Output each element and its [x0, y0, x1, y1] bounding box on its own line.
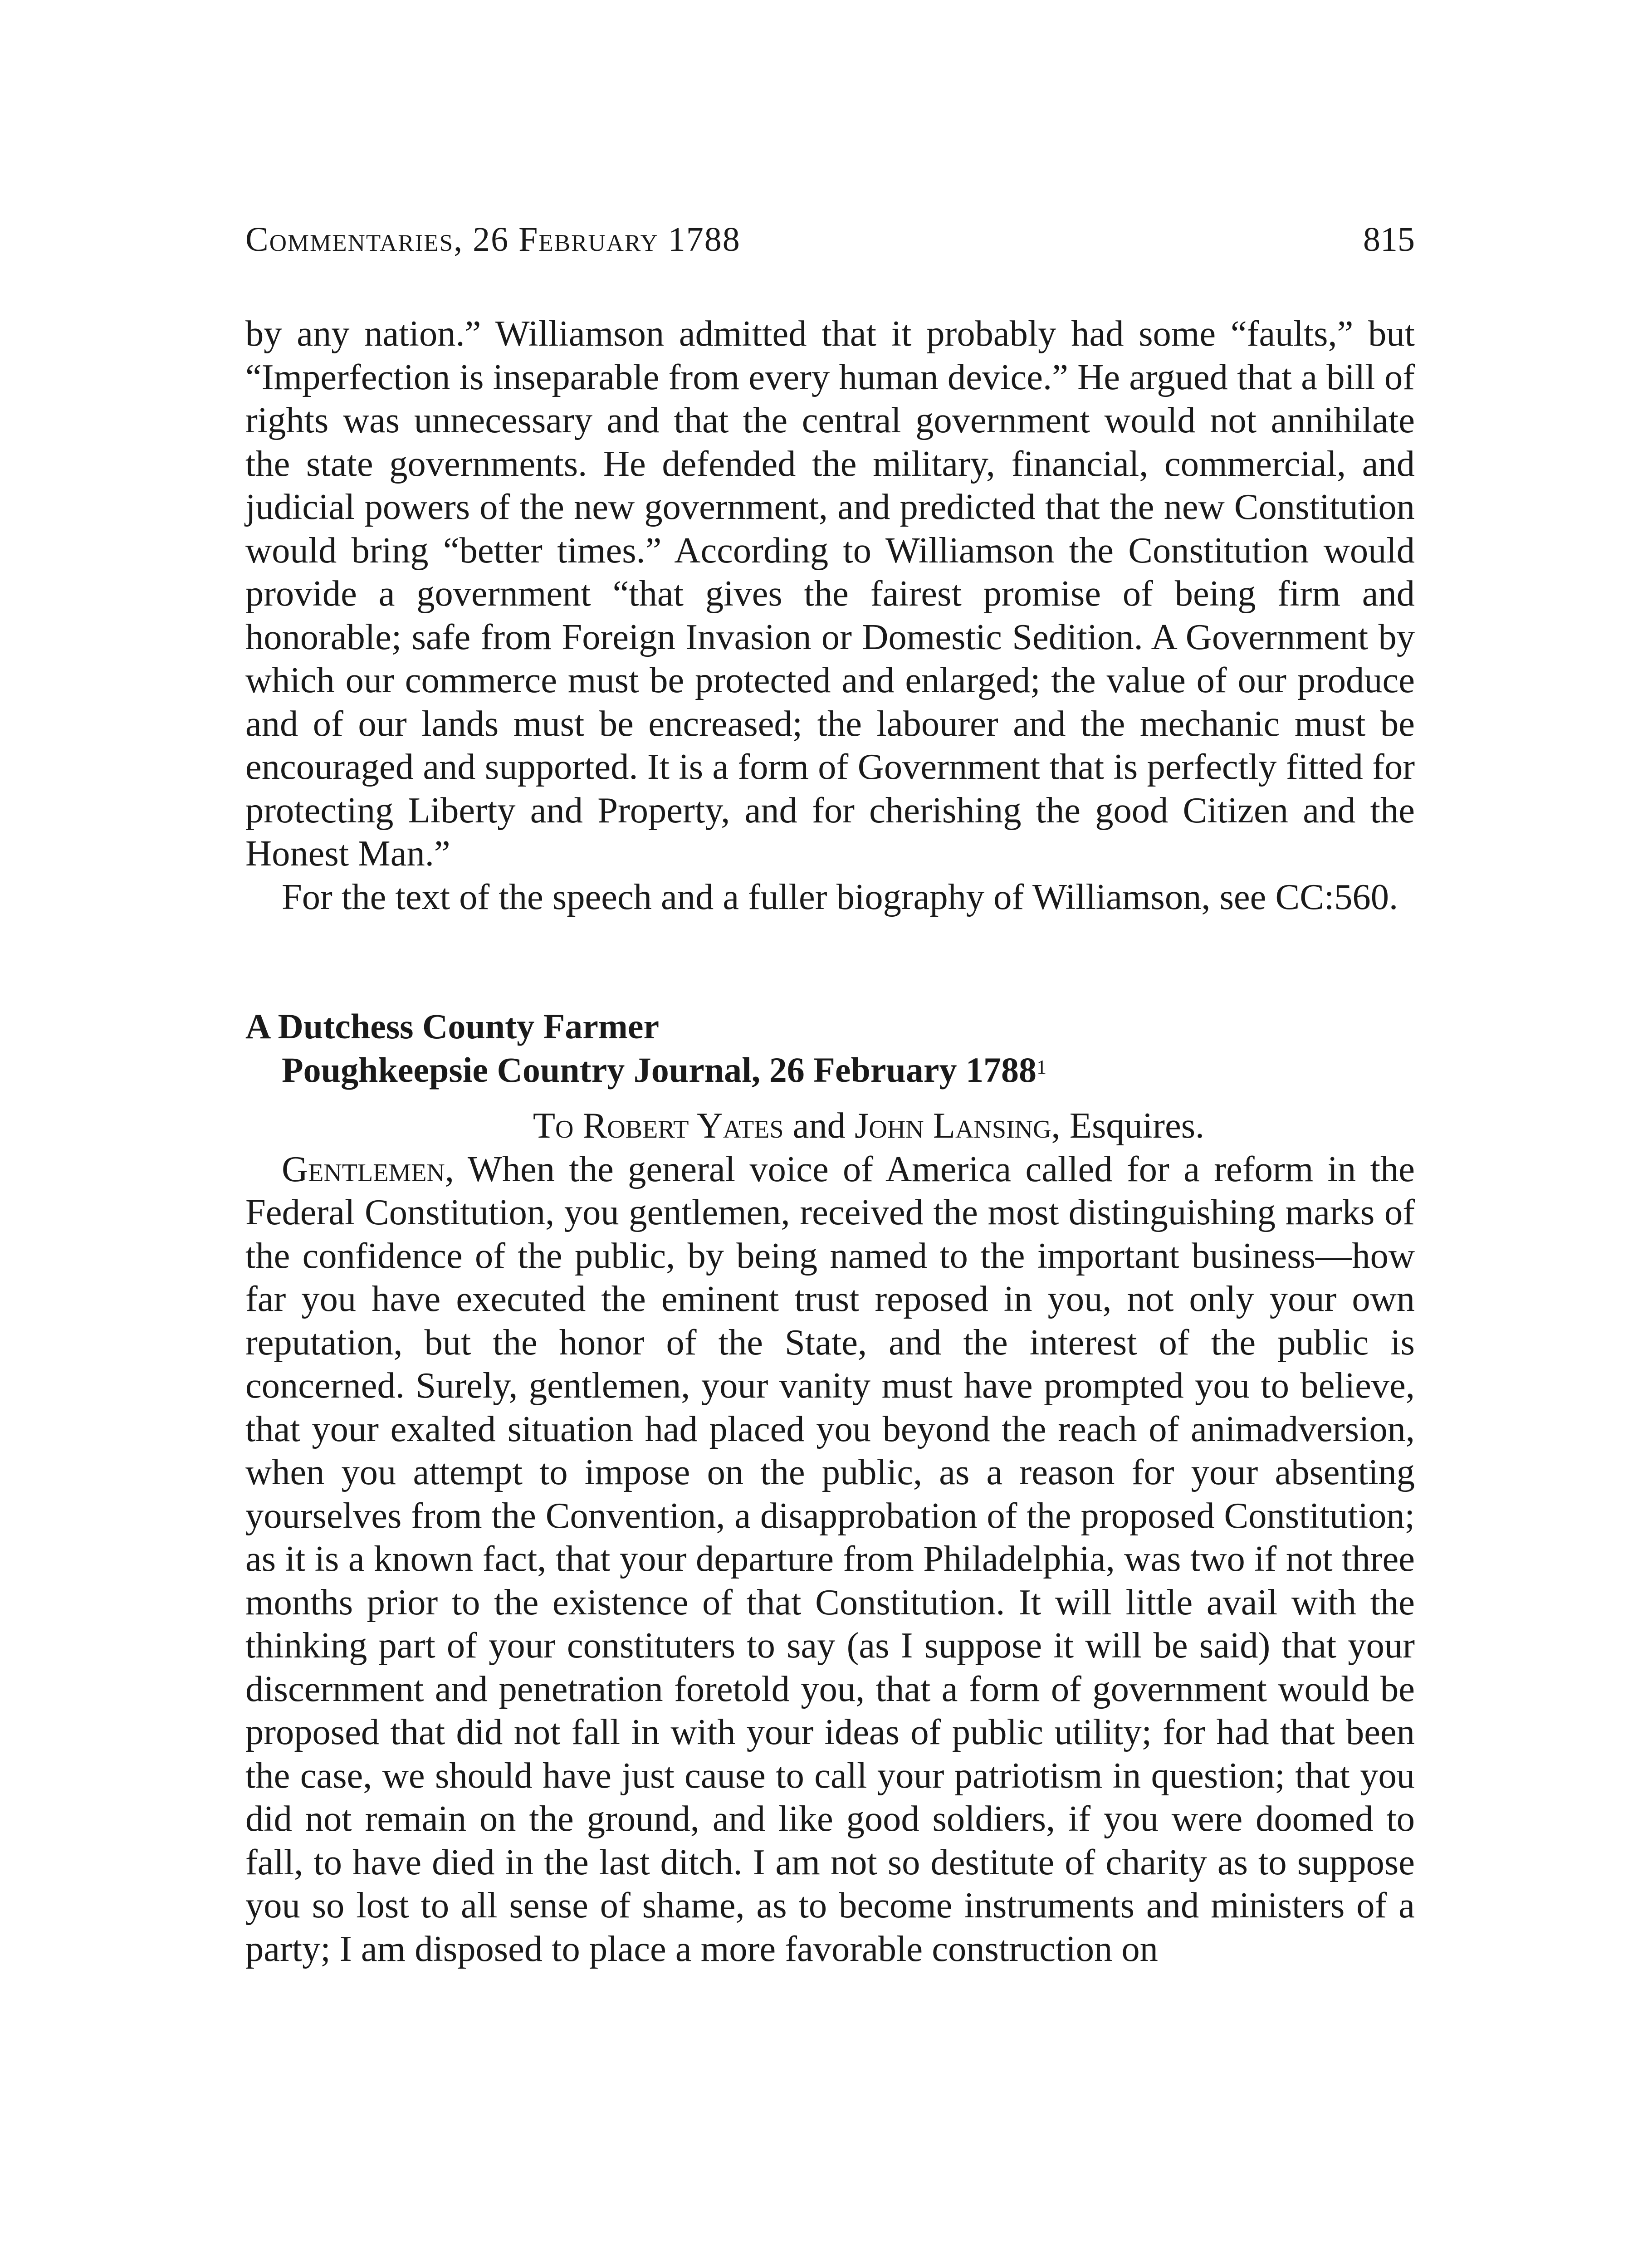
- document-source-text: Poughkeepsie Country Journal, 26 February 1788: [282, 1050, 1037, 1090]
- opening-word: Gentlemen: [282, 1149, 445, 1189]
- document-source-heading: [245, 1048, 1415, 1092]
- address-line: [245, 1104, 1415, 1148]
- address-and: and: [792, 1105, 846, 1146]
- running-head-title: Commentaries, 26 February 1788: [245, 220, 741, 259]
- document-heading: [245, 1005, 1415, 1091]
- commentary-paragraph: by any nation.” Williamson admitted that it probably had some “faults,” but “Imperfection is inseparable from every human device.” He argued that a bill of rights was unnecessary and that the central government would not annihilate the state governments. He defended the military, financial, commercial, and judicial powers of the new government, and predicted that the new Constitution would bring “better times.” According to Williamson the Constitution would provide a government “that gives the fairest promise of being firm and honorable; safe from Foreign Invasion or Domestic Sedition. A Government by which our commerce must be protected and enlarged; the value of our produce and of our lands must be encreased; the labourer and the mechanic must be encouraged and supported. It is a form of Government that is perfectly fitted for protecting Liberty and Property, and for cherishing the good Citizen and the Honest Man.”: [245, 313, 1415, 874]
- document-page: [245, 218, 1415, 1970]
- address-to: To: [533, 1105, 574, 1146]
- document-author-heading: A Dutchess County Farmer: [245, 1007, 660, 1046]
- letter-body-text: , When the general voice of America called for a reform in the Federal Constitution, you gentlemen, received the most distinguishing marks of the confidence of the public, by being named to the important business—how far you have executed the eminent trust reposed in you, not only your own reputation, but the honor of the State, and the interest of the public is concerned. Surely, gentlemen, your vanity must have prompted you to believe, that your exalted situation had placed you beyond the reach of animadversion, when you attempt to impose on the public, as a reason for your absenting yourselves from the Convention, a disapprobation of the proposed Constitution; as it is a known fact, that your departure from Philadelphia, was two if not three months prior to the existence of that Constitution. It will little avail with the thinking part of your constituters to say (as I suppose it will be said) that your discernment and penetration foretold you, that a form of government would be proposed that did not fall in with your ideas of public utility; for had that been the case, we should have just cause to call your patriotism in question; that you did not remain on the ground, and like good soldiers, if you were doomed to fall, to have died in the last ditch. I am not so destitute of charity as to suppose you so lost to all sense of shame, as to become instruments and ministers of a party; I am disposed to place a more favorable construction on: [245, 1149, 1415, 1969]
- letter-paragraph: [245, 1148, 1415, 1971]
- address-name-lansing: John Lansing: [855, 1105, 1051, 1146]
- commentary-reference-paragraph: For the text of the speech and a fuller biography of Williamson, see CC:560.: [282, 876, 1398, 917]
- address-name-yates: Robert Yates: [582, 1105, 784, 1146]
- running-head: [245, 218, 1415, 261]
- page-number: 815: [1363, 220, 1415, 259]
- footnote-marker: 1: [1037, 1056, 1047, 1078]
- section-break: [245, 919, 1415, 1005]
- letter-body: [245, 1148, 1415, 1971]
- address-suffix: , Esquires.: [1051, 1105, 1205, 1146]
- continued-commentary: [245, 312, 1415, 919]
